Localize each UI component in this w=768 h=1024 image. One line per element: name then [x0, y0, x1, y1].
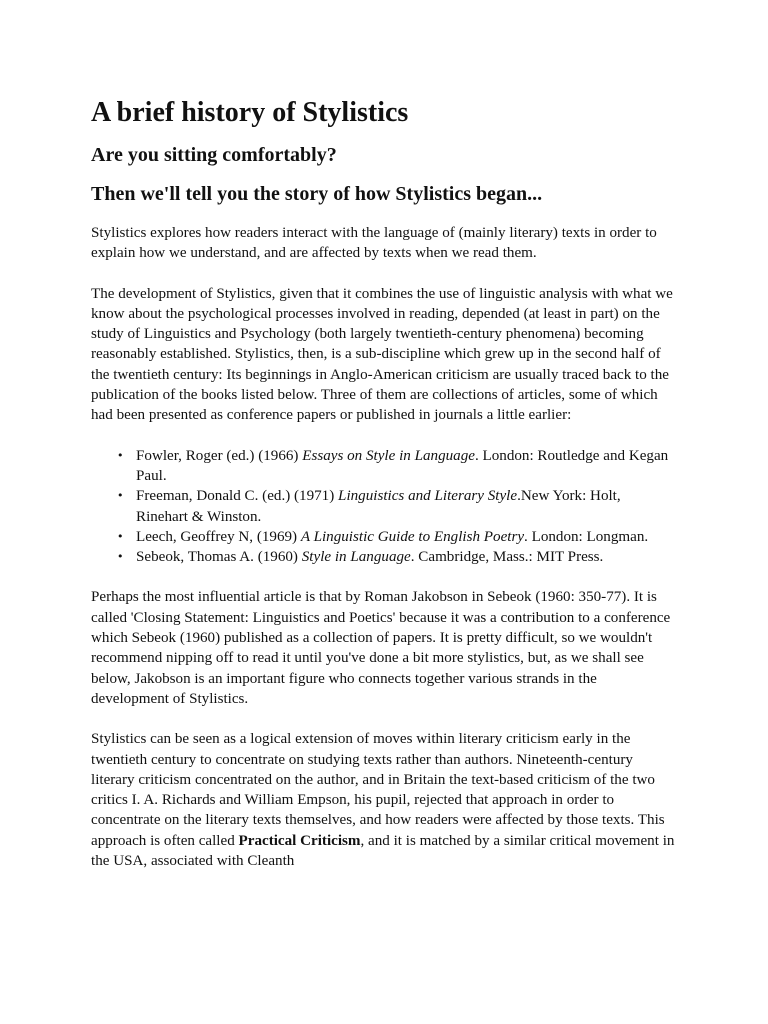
reference-publisher-leech: . London: Longman.	[524, 528, 649, 545]
practical-criticism-term: Practical Criticism	[238, 832, 361, 849]
reference-author-sebeok: Sebeok, Thomas A. (1960)	[136, 549, 302, 566]
reference-author-freeman: Freeman, Donald C. (ed.) (1971)	[136, 488, 339, 505]
reference-publisher-sebeok: . Cambridge, Mass.: MIT Press.	[410, 549, 604, 566]
paragraph-development: The development of Stylistics, given that it combines the use of linguistic analysis with what we know about the psychological processes involved in reading, depended (at least in part) on the study of Linguistics and Psychology (both largely twentieth-century phenomena) becoming reasonably established. Stylistics, then, is a sub-discipline which grew up in the second half of the twentieth century: Its beginnings in Anglo-American criticism are usually traced back to the publication of the books listed below. Three of them are collections of articles, some of which had been presented as conference papers or published in journals a little earlier:	[91, 285, 673, 424]
reference-item-fowler	[136, 446, 675, 487]
reference-item-freeman	[136, 486, 675, 527]
paragraph-jakobson: Perhaps the most influential article is that by Roman Jakobson in Sebeok (1960: 350-77). It is called 'Closing Statement: Linguistics and Poetics' because it was a contribution to a conference which Sebeok (1960) published as a collection of papers. It is pretty difficult, so we wouldn't recommend nipping off to read it until you've done a bit more stylistics, but, as we shall see below, Jakobson is an important figure who connects together various strands in the development of Stylistics.	[91, 589, 671, 707]
paragraph-intro: Stylistics explores how readers interact with the language of (mainly literary) texts in order to explain how we understand, and are affected by texts when we read them.	[91, 225, 657, 262]
reference-publisher-fowler: . London: Routledge and Kegan Paul.	[136, 447, 669, 484]
paragraph-practical-criticism-end: , and it is matched by a similar critical movement in the USA, associated with Cleanth	[91, 832, 675, 870]
paragraph-practical-criticism-start: Stylistics can be seen as a logical extension of moves within literary criticism early in the twentieth century to concentrate on studying texts rather than authors. Nineteenth-century literary criticism concentrated on the author, and in Britain the text-based criticism of the two critics I. A. Richards and William Empson, his pupil, rejected that approach in order to concentrate on the literary texts themselves, and how readers were affected by those texts. This approach is often called	[91, 731, 665, 849]
document-page	[91, 96, 675, 891]
reference-author-fowler: Fowler, Roger (ed.) (1966)	[136, 447, 303, 464]
reference-title-fowler: Essays on Style in Language	[302, 447, 475, 464]
subtitle-sitting-comfortably: Are you sitting comfortably?	[91, 144, 337, 166]
reference-publisher-freeman: .New York: Holt, Rinehart & Winston.	[136, 488, 621, 525]
subtitle-story-began: Then we'll tell you the story of how Stylistics began...	[91, 183, 543, 205]
reference-list	[91, 446, 675, 568]
reference-author-leech: Leech, Geoffrey N, (1969)	[136, 528, 301, 545]
reference-item-leech	[136, 527, 675, 547]
reference-title-freeman: Linguistics and Literary Style	[338, 488, 518, 505]
page-title: A brief history of Stylistics	[91, 97, 409, 128]
reference-title-leech: A Linguistic Guide to English Poetry	[300, 528, 525, 545]
reference-title-sebeok: Style in Language	[301, 549, 411, 566]
paragraph-practical-criticism	[91, 729, 675, 871]
reference-item-sebeok	[136, 547, 675, 567]
